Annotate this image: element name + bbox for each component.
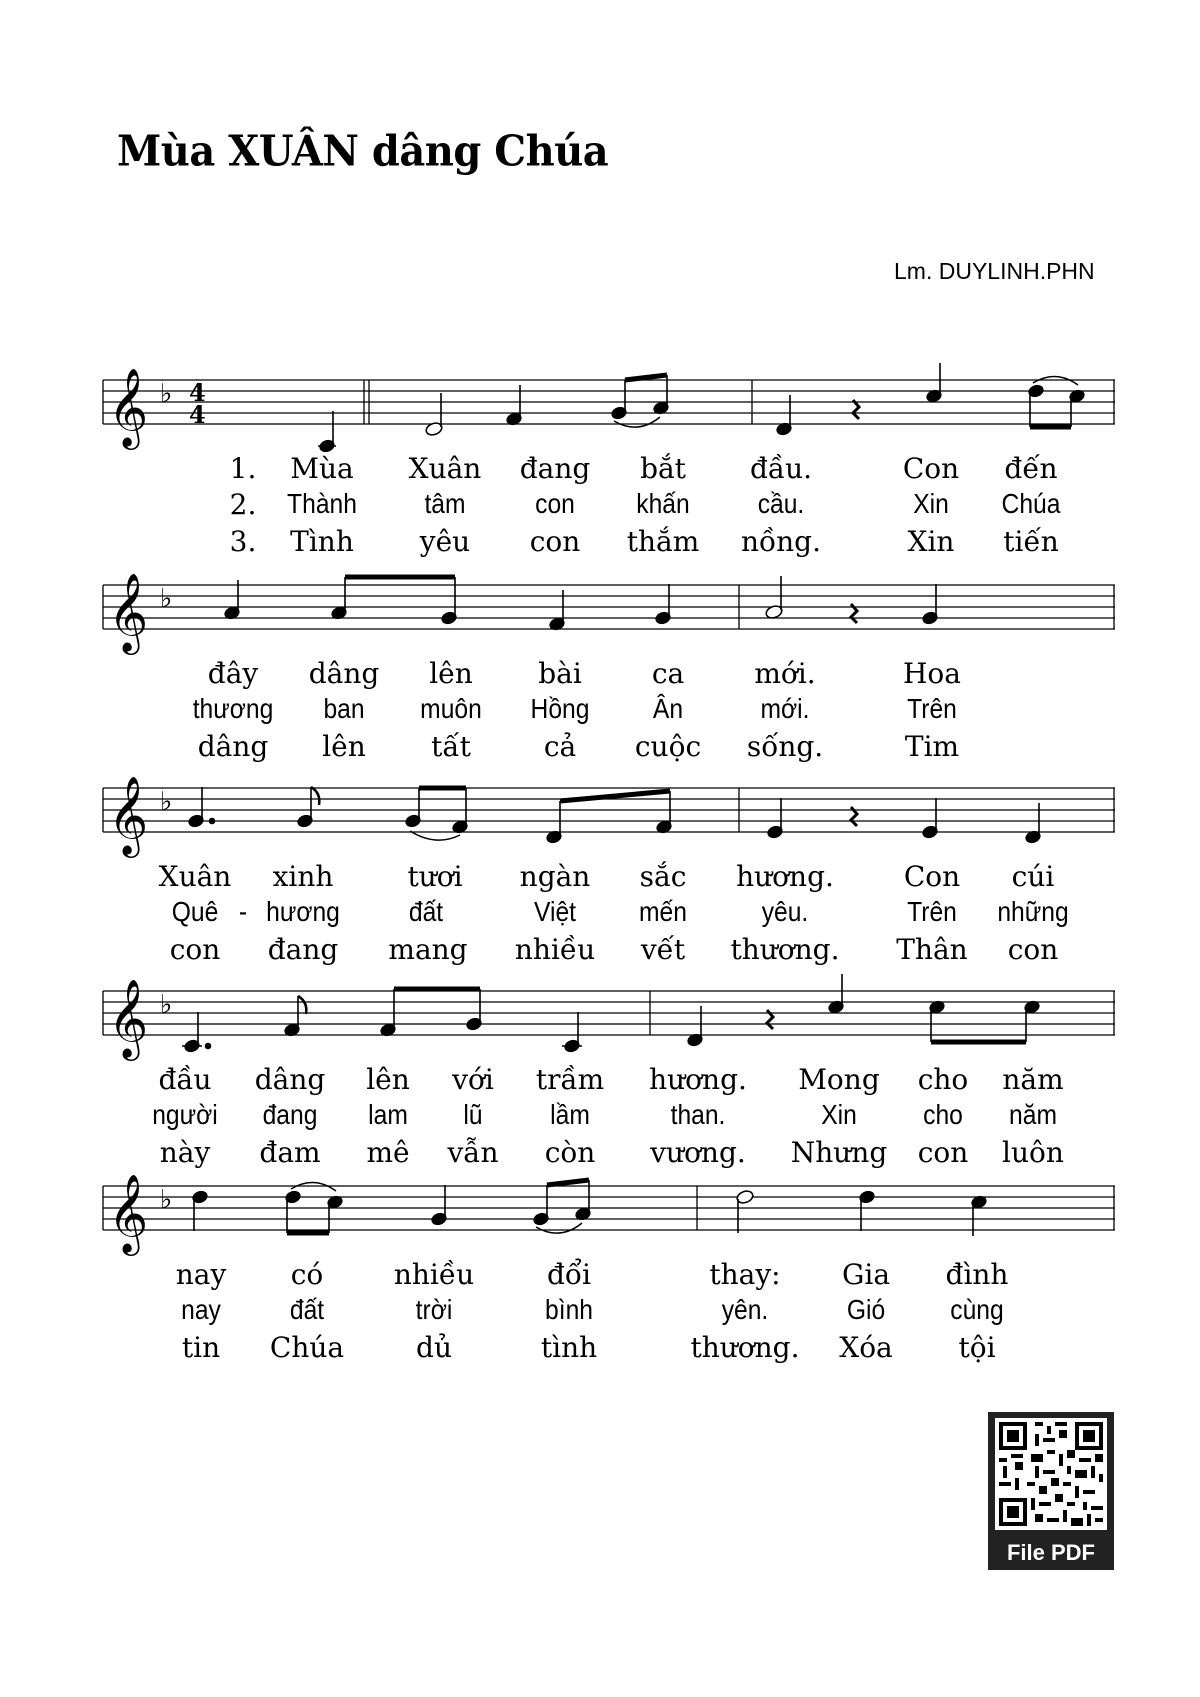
lyric: đây bbox=[207, 657, 259, 690]
lyric: đến bbox=[1004, 452, 1058, 485]
lyric: con bbox=[1007, 933, 1059, 966]
lyric: bắt bbox=[640, 452, 686, 485]
lyric: hương bbox=[266, 896, 340, 927]
lyric: vết bbox=[640, 933, 686, 966]
treble-clef-icon: 𝄞 bbox=[108, 368, 149, 447]
lyric: cuộc bbox=[634, 730, 702, 763]
music-system-2 bbox=[0, 560, 1200, 770]
lyric: tội bbox=[958, 1331, 996, 1364]
lyric: Tim bbox=[904, 730, 960, 763]
lyric: 1. bbox=[229, 452, 257, 485]
treble-clef-icon: 𝄞 bbox=[108, 1174, 149, 1253]
lyric: Hoa bbox=[903, 657, 961, 690]
lyric: tươi bbox=[407, 860, 463, 893]
lyric: nhiều bbox=[514, 933, 596, 966]
lyric: đang bbox=[262, 1099, 318, 1130]
lyric: trời bbox=[415, 1294, 453, 1325]
staff-1 bbox=[0, 355, 1200, 455]
lyric: Mong bbox=[798, 1063, 880, 1096]
lyric: Xin bbox=[913, 488, 949, 519]
song-title: Mùa XUÂN dâng Chúa bbox=[117, 126, 609, 177]
lyric: con bbox=[529, 525, 581, 558]
lyric: đang bbox=[267, 933, 339, 966]
staff-5 bbox=[0, 1161, 1200, 1261]
lyric: Chúa bbox=[269, 1331, 345, 1364]
lyric: đất bbox=[408, 896, 444, 927]
lyric: thay: bbox=[709, 1258, 781, 1291]
lyric: bài bbox=[538, 657, 582, 690]
lyric: cho bbox=[923, 1099, 963, 1130]
lyric: nhiều bbox=[393, 1258, 475, 1291]
lyric: yêu bbox=[419, 525, 471, 558]
lyric: tâm bbox=[424, 488, 466, 519]
lyric: hương. bbox=[649, 1063, 747, 1096]
lyric: con bbox=[535, 488, 575, 519]
lyric: lên bbox=[322, 730, 366, 763]
lyric: nồng. bbox=[740, 525, 822, 558]
staff-3 bbox=[0, 763, 1200, 863]
lyric: mang bbox=[388, 933, 468, 966]
lyric: sắc bbox=[639, 860, 687, 893]
lyric: con bbox=[917, 1136, 969, 1169]
lyric: Quê bbox=[171, 896, 219, 927]
lyric: năm bbox=[1002, 1063, 1064, 1096]
lyric: mến bbox=[639, 896, 687, 927]
lyric: lam bbox=[368, 1099, 408, 1130]
time-signature: 4 bbox=[189, 378, 206, 407]
lyric: người bbox=[152, 1099, 218, 1130]
lyric: thương. bbox=[730, 933, 840, 966]
treble-clef-icon: 𝄞 bbox=[108, 776, 149, 855]
lyric: tình bbox=[540, 1331, 598, 1364]
lyric: - bbox=[238, 896, 248, 927]
composer-credit: Lm. DUYLINH.PHN bbox=[894, 258, 1095, 284]
lyric: Xin bbox=[907, 525, 955, 558]
flat-icon: ♭ bbox=[160, 584, 173, 614]
qr-code-icon bbox=[995, 1418, 1107, 1530]
lyric: Nhưng bbox=[790, 1136, 888, 1169]
treble-clef-icon: 𝄞 bbox=[108, 979, 149, 1058]
lyric: thắm bbox=[626, 525, 700, 558]
lyric: trầm bbox=[535, 1063, 605, 1096]
lyric: có bbox=[290, 1258, 324, 1291]
staff-4 bbox=[0, 966, 1200, 1066]
lyric: Gia bbox=[841, 1258, 891, 1291]
music-system-3 bbox=[0, 763, 1200, 973]
lyric: Trên bbox=[907, 693, 957, 724]
lyric: Chúa bbox=[1001, 488, 1061, 519]
svg-text:4: 4 bbox=[189, 400, 206, 429]
lyric: Con bbox=[903, 860, 961, 893]
lyric: Thành bbox=[287, 488, 357, 519]
lyric: đầu. bbox=[749, 452, 813, 485]
lyric: Trên bbox=[907, 896, 957, 927]
flat-icon: ♭ bbox=[160, 379, 173, 409]
lyric: ngàn bbox=[519, 860, 591, 893]
lyric: thương bbox=[192, 693, 274, 724]
lyric: vẫn bbox=[447, 1136, 499, 1169]
lyric: dủ bbox=[416, 1331, 452, 1364]
file-pdf-label: File PDF bbox=[1006, 1540, 1095, 1565]
lyric: mới. bbox=[754, 657, 816, 690]
lyric: đang bbox=[519, 452, 591, 485]
lyric: Việt bbox=[533, 896, 577, 927]
qr-code-pdf-link[interactable] bbox=[988, 1412, 1114, 1570]
flat-icon: ♭ bbox=[160, 1185, 173, 1215]
lyric: nay bbox=[181, 1294, 221, 1325]
treble-clef-icon: 𝄞 bbox=[108, 573, 149, 652]
lyric: cùng bbox=[950, 1294, 1004, 1325]
lyric: lầm bbox=[550, 1099, 590, 1130]
lyric: mê bbox=[366, 1136, 410, 1169]
lyric: đình bbox=[945, 1258, 1009, 1291]
lyric: đầu bbox=[158, 1063, 212, 1096]
lyric: tiến bbox=[1003, 525, 1059, 558]
lyric: năm bbox=[1009, 1099, 1057, 1130]
lyric: Xin bbox=[821, 1099, 857, 1130]
lyric: những bbox=[997, 896, 1069, 927]
lyric: cúi bbox=[1011, 860, 1055, 893]
lyric: Xóa bbox=[839, 1331, 893, 1364]
lyric: còn bbox=[544, 1136, 596, 1169]
lyric: lên bbox=[429, 657, 473, 690]
lyric: nay bbox=[175, 1258, 227, 1291]
lyric: Xuân bbox=[408, 452, 482, 485]
lyric: Tình bbox=[290, 525, 354, 558]
lyric: khấn bbox=[636, 488, 690, 519]
lyric: tất bbox=[431, 730, 471, 763]
lyric: cho bbox=[917, 1063, 969, 1096]
lyric: con bbox=[169, 933, 221, 966]
lyric: 2. bbox=[229, 488, 257, 521]
lyric: dâng bbox=[254, 1063, 326, 1096]
lyric: dâng bbox=[197, 730, 269, 763]
lyric: Con bbox=[902, 452, 960, 485]
lyric: hương. bbox=[736, 860, 834, 893]
lyric: với bbox=[452, 1063, 494, 1096]
lyric: luôn bbox=[1002, 1136, 1064, 1169]
lyric: Xuân bbox=[158, 860, 232, 893]
lyric: muôn bbox=[420, 693, 482, 724]
lyric: này bbox=[159, 1136, 211, 1169]
lyric: đất bbox=[289, 1294, 325, 1325]
lyric: yên. bbox=[721, 1294, 769, 1325]
lyric: xinh bbox=[272, 860, 334, 893]
lyric: yêu. bbox=[761, 896, 809, 927]
lyric: bình bbox=[545, 1294, 593, 1325]
music-system-4 bbox=[0, 966, 1200, 1176]
lyric: lũ bbox=[463, 1099, 483, 1130]
staff-2 bbox=[0, 560, 1200, 660]
lyric: Mùa bbox=[290, 452, 354, 485]
lyric: Gió bbox=[846, 1294, 886, 1325]
lyric: mới. bbox=[760, 693, 810, 724]
lyric: đam bbox=[259, 1136, 321, 1169]
flat-icon: ♭ bbox=[160, 990, 173, 1020]
lyric: tin bbox=[181, 1331, 221, 1364]
lyric: ca bbox=[651, 657, 685, 690]
music-system-1 bbox=[0, 355, 1200, 565]
lyric: Hồng bbox=[530, 693, 590, 724]
lyric: lên bbox=[366, 1063, 410, 1096]
lyric: thương. bbox=[690, 1331, 800, 1364]
lyric: cả bbox=[543, 730, 577, 763]
lyric: Ân bbox=[652, 693, 684, 724]
lyric: than. bbox=[670, 1099, 726, 1130]
lyric: đổi bbox=[546, 1258, 592, 1291]
lyric: Thân bbox=[896, 933, 968, 966]
lyric: cầu. bbox=[757, 488, 805, 519]
lyric: ban bbox=[323, 693, 365, 724]
lyric: 3. bbox=[229, 525, 257, 558]
lyric: sống. bbox=[746, 730, 824, 763]
flat-icon: ♭ bbox=[160, 787, 173, 817]
music-system-5 bbox=[0, 1161, 1200, 1371]
lyric: vương. bbox=[650, 1136, 746, 1169]
lyric: dâng bbox=[308, 657, 380, 690]
